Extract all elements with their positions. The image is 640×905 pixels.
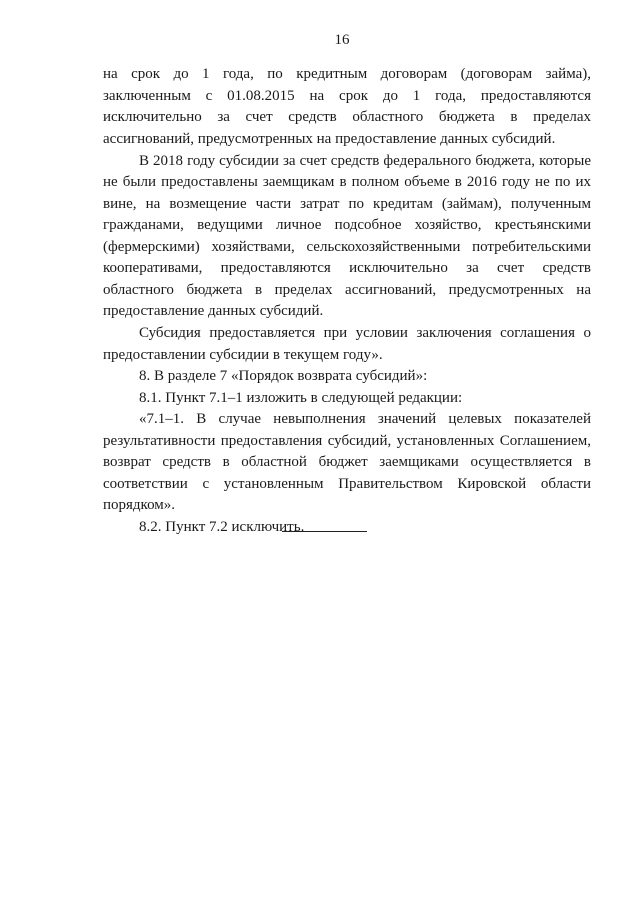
paragraph-item-8-2: 8.2. Пункт 7.2 исключить. [139, 518, 305, 535]
paragraph-federal-2018: В 2018 году субсидии за счет средств федерального бюджета, которые не были предоставлены заемщикам в полном объеме в 2016 году не по их вине, на возмещение части затрат по кредитам (займам), полученным гражданами, ведущими личное подсобное хозяйство, крестьянскими (фермерскими) хозяйствами, сельскохозяйственными потребительскими кооперативами, предоставляются исключительно за счет средств областного бюджета в пределах ассигнований, предусмотренных на предоставление данных субсидий. [103, 152, 591, 319]
document-body [103, 64, 591, 538]
paragraph-condition: Субсидия предоставляется при условии заключения соглашения о предоставлении субсидии в текущем году». [103, 325, 591, 363]
paragraph-continuation: на срок до 1 года, по кредитным договорам (договорам займа), заключенным с 01.08.2015 на срок до 1 года, предоставляются исключительно за счет средств областного бюджета в пределах ассигнований, предусмотренных на предоставление данных субсидий. [103, 66, 591, 147]
paragraph-section-8: 8. В разделе 7 «Порядок возврата субсидий»: [139, 368, 428, 384]
page-number: 16 [334, 32, 350, 48]
paragraph-item-8-1: 8.1. Пункт 7.1–1 изложить в следующей редакции: [139, 389, 463, 406]
end-of-document-rule [282, 531, 367, 532]
paragraph-item-7-1-1: «7.1–1. В случае невыполнения значений целевых показателей результативности предоставления субсидий, установленных Соглашением, возврат средств в областной бюджет заемщиками осуществляется в соответствии с установленным Правительством Кировской области порядком». [103, 411, 591, 513]
